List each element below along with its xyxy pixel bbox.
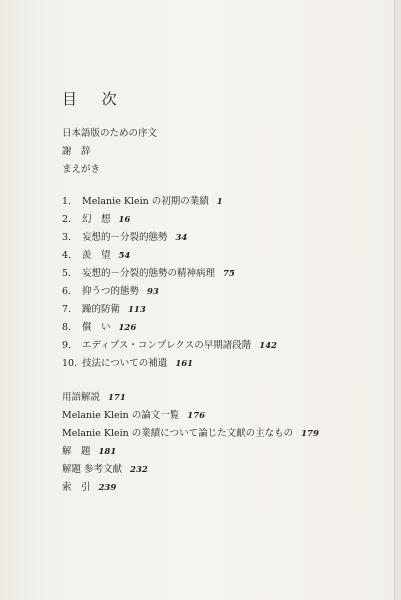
back-matter-item: 索 引 239 (62, 482, 117, 493)
front-matter-item: まえがき (62, 164, 101, 175)
toc-heading: 目 次 (62, 90, 127, 108)
chapter-entry: 3. 妄想的－分裂的態勢 34 (62, 232, 188, 243)
chapter-entry: 7. 躁的防衛 113 (62, 304, 146, 315)
chapter-entry: 4. 羨 望 54 (62, 250, 131, 261)
chapter-entry: 5. 妄想的－分裂的態勢の精神病理 75 (62, 268, 235, 279)
back-matter-item: 解 題 181 (62, 446, 117, 457)
back-matter-item: Melanie Klein の論文一覧 176 (62, 410, 206, 421)
chapter-entry: 10. 技法についての補遺 161 (62, 358, 194, 369)
chapter-entry: 2. 幻 想 16 (62, 214, 131, 225)
back-matter-item: 用語解説 171 (62, 392, 126, 403)
page-edge (394, 0, 401, 600)
back-matter-item: 解題 参考文献 232 (62, 464, 148, 475)
front-matter-item: 謝 辞 (62, 146, 91, 157)
chapter-entry: 9. エディプス・コンプレクスの早期諸段階 142 (62, 340, 277, 351)
chapter-entry: 1. Melanie Klein の初期の業績 1 (62, 196, 223, 207)
front-matter-item: 日本語版のための序文 (62, 128, 158, 139)
chapter-entry: 8. 償 い 126 (62, 322, 137, 333)
chapter-entry: 6. 抑うつ的態勢 93 (62, 286, 159, 297)
back-matter-item: Melanie Klein の業績について論じた文献の主なもの 179 (62, 428, 319, 439)
